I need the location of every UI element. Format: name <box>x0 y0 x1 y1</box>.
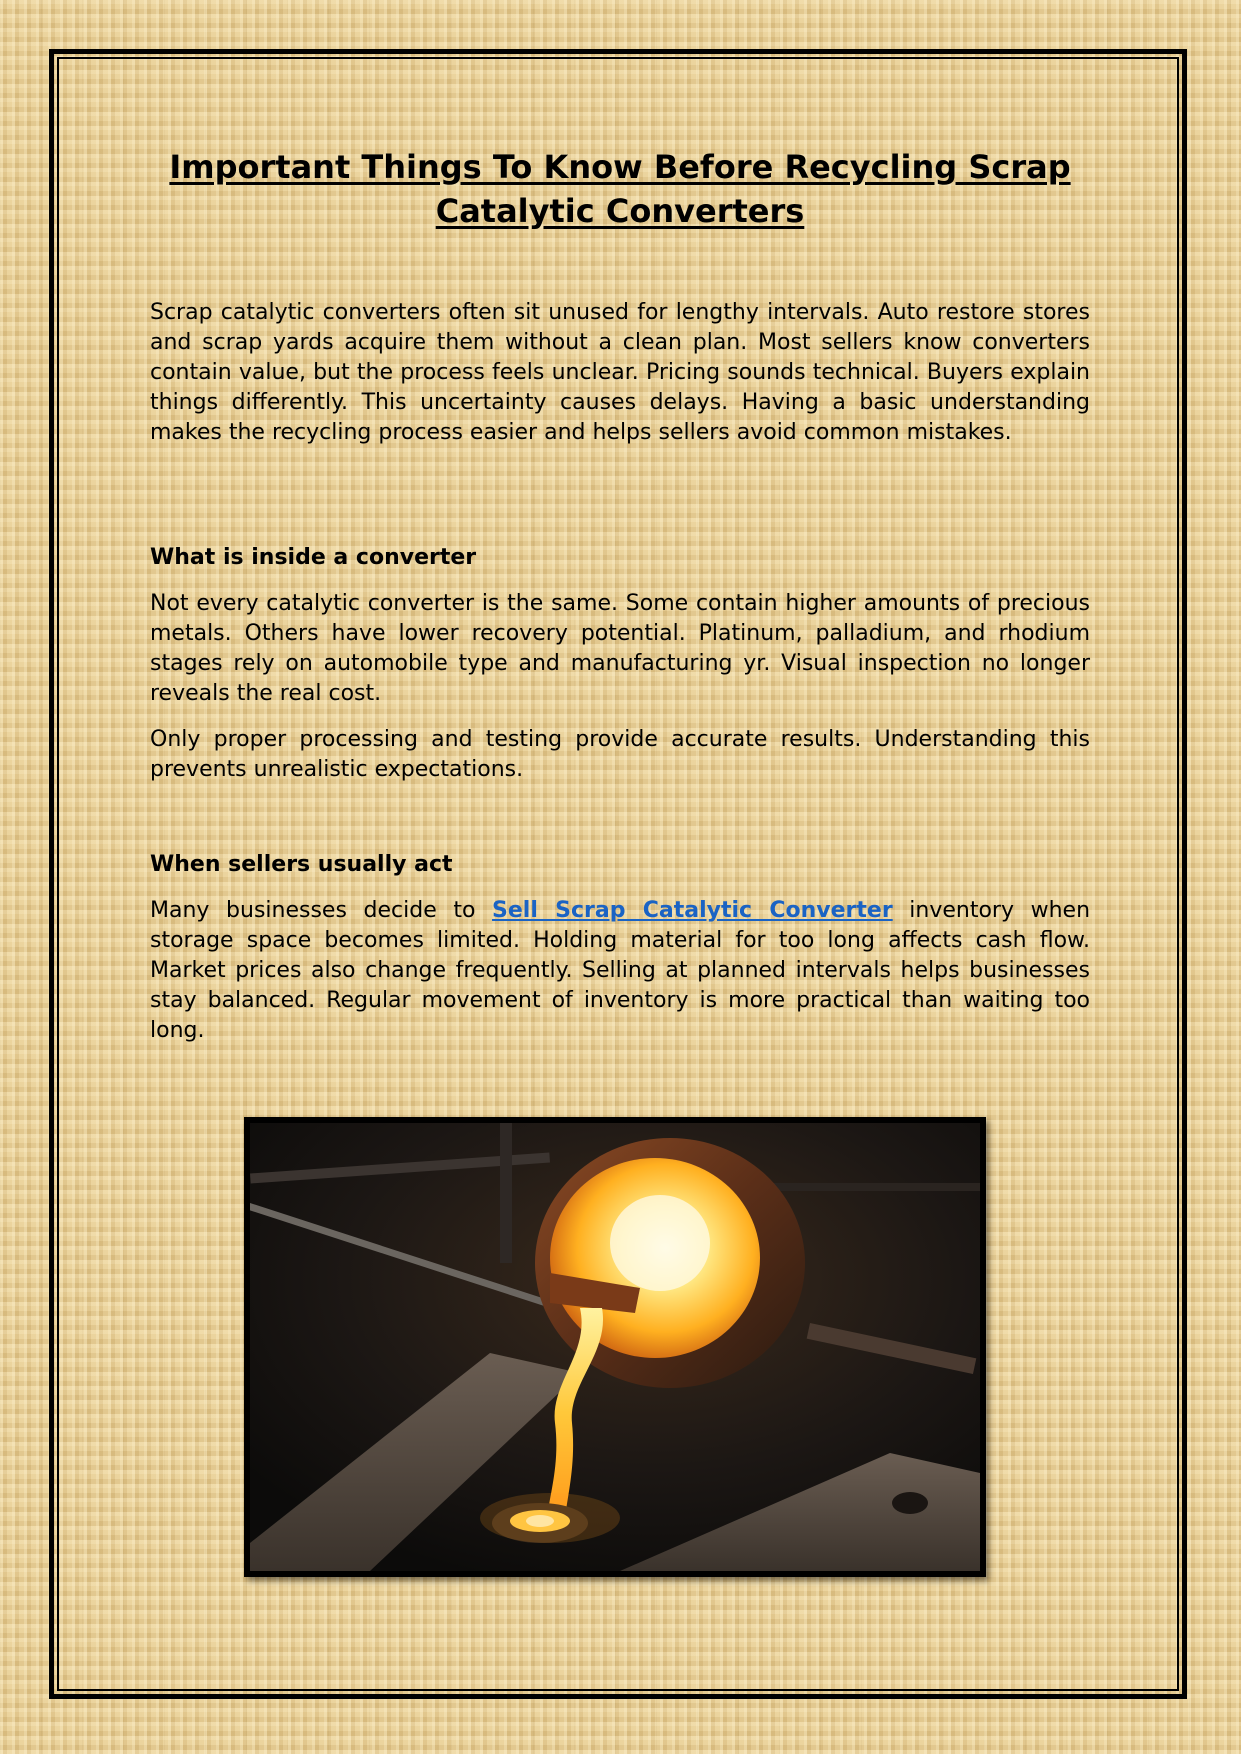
paragraph-text-before-link: Many businesses decide to <box>150 898 493 923</box>
section-paragraph-with-link <box>150 896 1090 1046</box>
sell-scrap-catalytic-converter-link[interactable]: Sell Scrap Catalytic Converter <box>492 898 893 923</box>
molten-metal-pouring-from-crucible-icon <box>250 1123 980 1571</box>
intro-paragraph: Scrap catalytic converters often sit unused for lengthy intervals. Auto restore stores and scrap yards acquire them without a clean plan. Most sellers know converters contain value, but the process feels unclear. Pricing sounds technical. Buyers explain things differently. This uncertainty causes delays. Having a basic understanding makes the recycling process easier and helps sellers avoid common mistakes. <box>150 300 1090 445</box>
section-heading: What is inside a converter <box>150 545 477 570</box>
section-inside-converter <box>150 543 1090 785</box>
paragraph-text-after-link: inventory when storage space becomes limited. Holding material for too long affects cash flow. Market prices also change frequently. Selling at planned intervals helps businesses stay balanced. Regular movement of inventory is more practical than waiting too long. <box>150 898 1091 1043</box>
article-content <box>150 145 1091 1043</box>
section-paragraph: Only proper processing and testing provide accurate results. Understanding this prevents unrealistic expectations. <box>150 727 1090 782</box>
section-paragraph: Not every catalytic converter is the same. Some contain higher amounts of precious metals. Others have lower recovery potential. Platinum, palladium, and rhodium stages rely on automobile type and manufacturing yr. Visual inspection no longer reveals the real cost. <box>150 591 1090 706</box>
molten-metal-photo <box>244 1117 986 1577</box>
article-title: Important Things To Know Before Recycling Scrap Catalytic Converters <box>169 148 1071 230</box>
section-heading: When sellers usually act <box>150 852 453 877</box>
section-when-sellers-act <box>150 850 1090 1046</box>
